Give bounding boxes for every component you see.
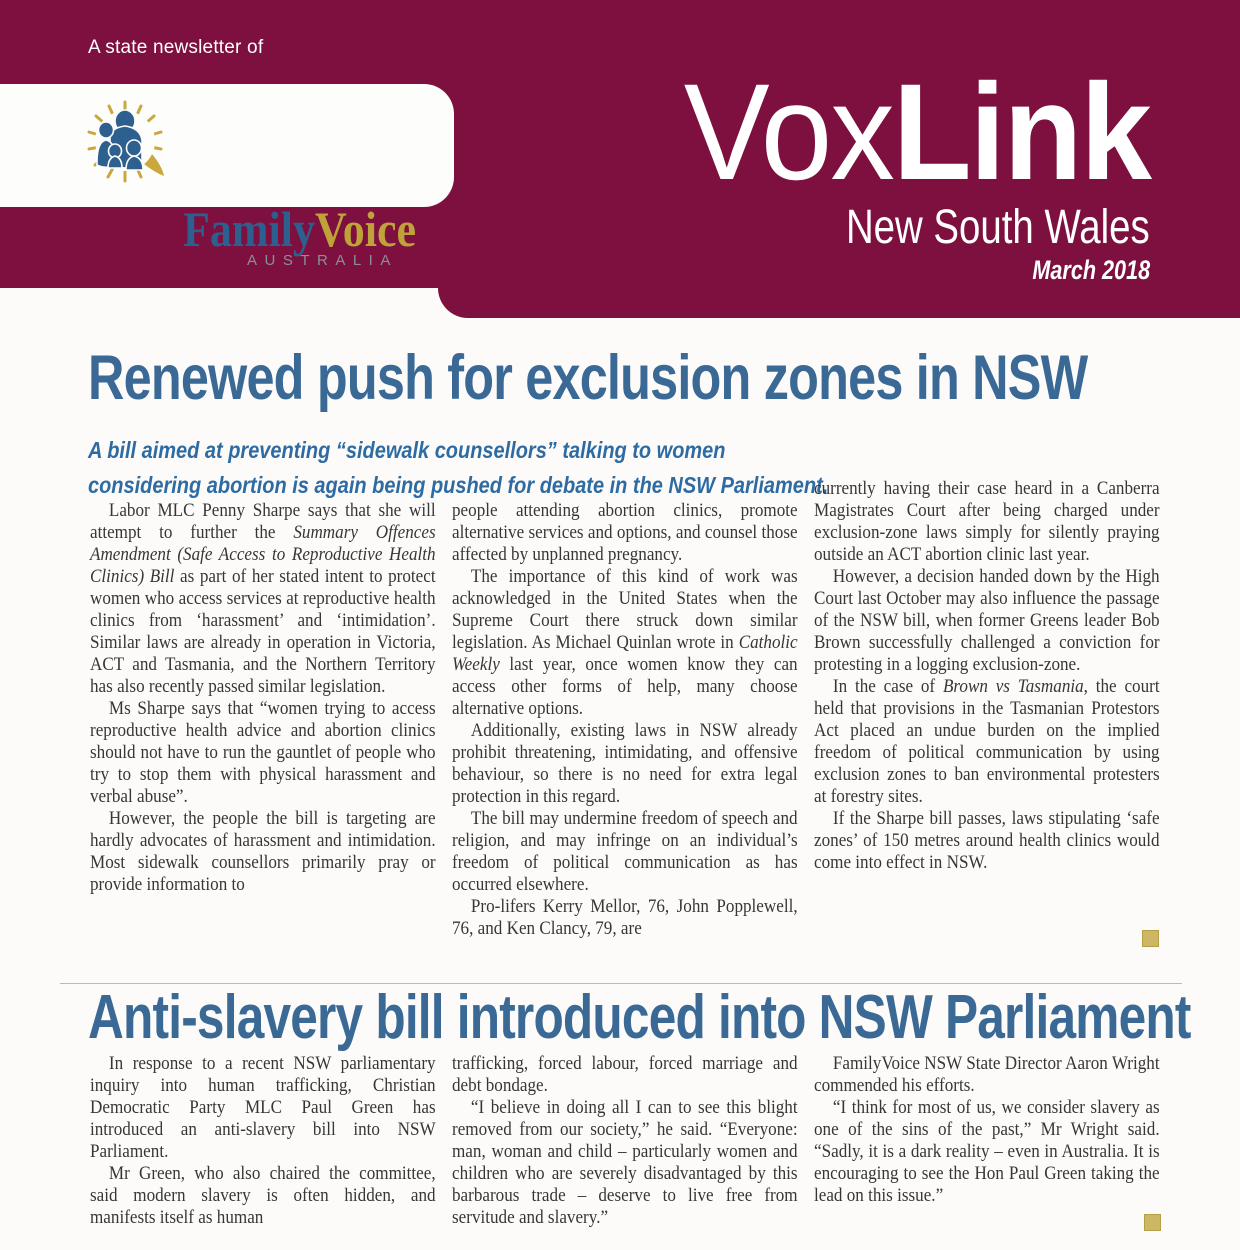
- masthead-title: [683, 56, 1150, 209]
- body-paragraph: FamilyVoice NSW State Director Aaron Wright commended his efforts.: [814, 1053, 1160, 1096]
- body-paragraph: In response to a recent NSW parliamentary inquiry into human trafficking, Christian Democratic Party MLC Paul Green has introduced an anti-slavery bill into NSW Parliament.: [90, 1053, 436, 1162]
- body-paragraph: people attending abortion clinics, promote alternative services and options, and counsel those affected by unplanned pregnancy.: [452, 500, 798, 565]
- logo-family-text: Family: [183, 201, 315, 257]
- masthead-region: New South Wales: [846, 201, 1150, 254]
- familyvoice-logo-icon: [84, 92, 166, 196]
- body-paragraph: Pro-lifers Kerry Mellor, 76, John Popplewell, 76, and Ken Clancy, 79, are: [452, 896, 798, 939]
- logo-voice-text: Voice: [314, 201, 417, 257]
- body-paragraph: The bill may undermine freedom of speech and religion, and may infringe on an individual’s freedom of political communication as has occurred elsewhere.: [452, 808, 798, 895]
- article-end-marker: [1144, 1214, 1161, 1231]
- article2-column-1: [90, 1053, 436, 1229]
- body-paragraph: Ms Sharpe says that “women trying to access reproductive health advice and abortion clinics should not have to run the gauntlet of people who try to stop them with physical harassment and verbal abuse”.: [90, 698, 436, 807]
- article1-column-3: [814, 478, 1160, 874]
- body-paragraph: Labor MLC Penny Sharpe says that she will attempt to further the Summary Offences Amendment (Safe Access to Reproductive Health Clinics) Bill as part of her stated intent to protect women who access services at reproductive health clinics from ‘harassment’ and ‘intimidation’. Similar laws are already in operation in Victoria, ACT and Tasmania, and the Northern Territory has also recently passed similar legislation.: [90, 500, 436, 697]
- familyvoice-logo: [0, 84, 454, 269]
- article2-column-2: [452, 1053, 798, 1229]
- article1-standfirst: A bill aimed at preventing “sidewalk counsellors” talking to women considering abortion is again being pushed for debate in the NSW Parliament.: [88, 437, 829, 498]
- article1-headline: Renewed push for exclusion zones in NSW: [88, 343, 1088, 413]
- body-paragraph: trafficking, forced labour, forced marriage and debt bondage.: [452, 1053, 798, 1096]
- logo-wordmark: [183, 201, 417, 257]
- masthead-link: Link: [892, 56, 1150, 209]
- article1-column-2: [452, 500, 798, 940]
- body-paragraph: The importance of this kind of work was acknowledged in the United States when the Supreme Court there struck down similar legislation. As Michael Quinlan wrote in Catholic Weekly last year, once women know they can access other forms of help, many choose alternative options.: [452, 566, 798, 719]
- body-paragraph: currently having their case heard in a Canberra Magistrates Court after being charged under exclusion-zone laws simply for silently praying outside an ACT abortion clinic last year.: [814, 478, 1160, 565]
- body-paragraph: However, the people the bill is targeting are hardly advocates of harassment and intimidation. Most sidewalk counsellors primarily pray or provide information to: [90, 808, 436, 895]
- body-paragraph: Additionally, existing laws in NSW already prohibit threatening, intimidating, and offensive behaviour, so there is no need for extra legal protection in this regard.: [452, 720, 798, 807]
- masthead-vox: Vox: [683, 56, 893, 209]
- logo-country-text: AUSTRALIA: [247, 252, 398, 269]
- body-paragraph: In the case of Brown vs Tasmania, the court held that provisions in the Tasmanian Protestors Act placed an undue burden on the implied freedom of political communication by using exclusion zones to ban environmental protesters at forestry sites.: [814, 676, 1160, 807]
- body-paragraph: If the Sharpe bill passes, laws stipulating ‘safe zones’ of 150 metres around health clinics would come into effect in NSW.: [814, 808, 1160, 873]
- article-end-marker: [1142, 930, 1159, 947]
- body-paragraph: Mr Green, who also chaired the committee, said modern slavery is often hidden, and manifests itself as human: [90, 1163, 436, 1228]
- body-paragraph: “I think for most of us, we consider slavery as one of the sins of the past,” Mr Wright said. “Sadly, it is a dark reality – even in Australia. It is encouraging to see the Hon Paul Green taking the lead on this issue.”: [814, 1097, 1160, 1206]
- article2-column-3: [814, 1053, 1160, 1207]
- article2-headline: Anti-slavery bill introduced into NSW Parliament: [88, 983, 1191, 1052]
- masthead-issue-date: March 2018: [1032, 255, 1150, 285]
- newsletter-tagline: A state newsletter of: [88, 37, 264, 58]
- article1-column-1: [90, 500, 436, 896]
- body-paragraph: However, a decision handed down by the High Court last October may also influence the passage of the NSW bill, when former Greens leader Bob Brown successfully challenged a conviction for protesting in a logging exclusion-zone.: [814, 566, 1160, 675]
- body-paragraph: “I believe in doing all I can to see this blight removed from our society,” he said. “Everyone: man, woman and child – particularly women and children who are severely disadvantaged by this barbarous trade – deserve to live free from servitude and slavery.”: [452, 1097, 798, 1228]
